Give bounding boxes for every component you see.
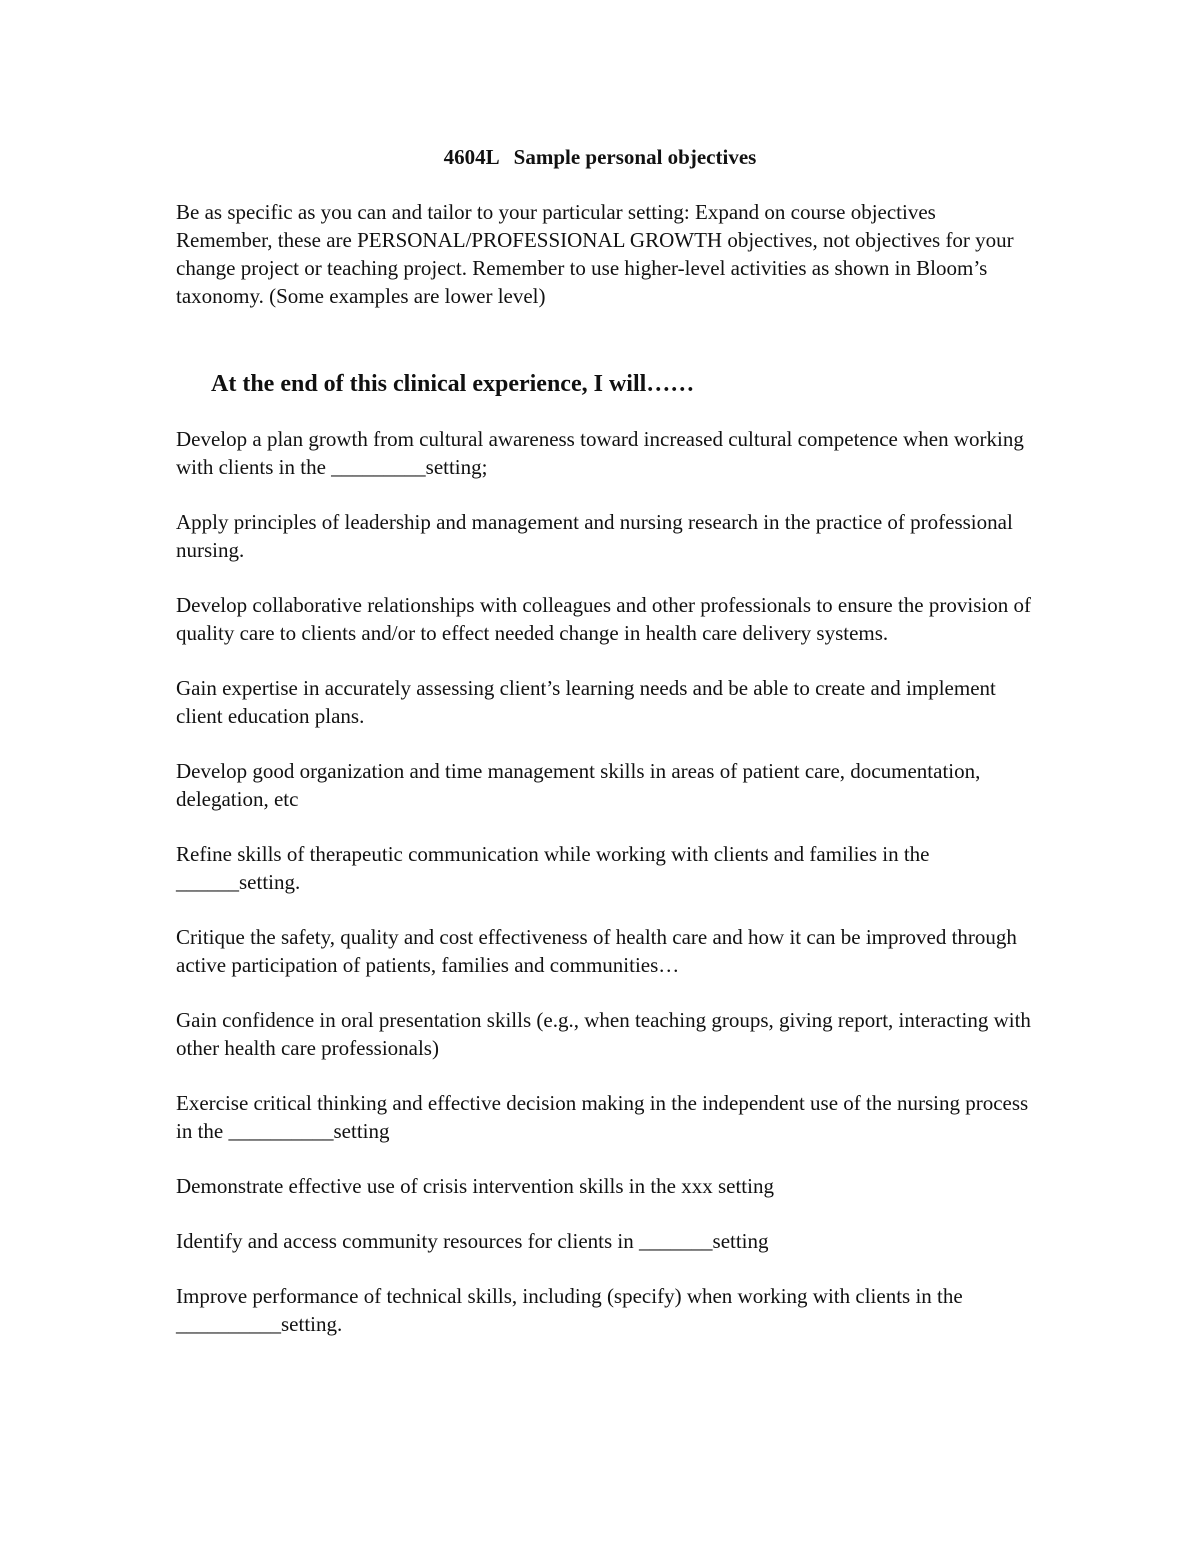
objective-item: Demonstrate effective use of crisis intervention skills in the xxx setting xyxy=(176,1174,774,1198)
objective-item: Exercise critical thinking and effective decision making in the independent use of the nursing process in the __________setting xyxy=(176,1091,1029,1143)
intro-paragraph: Be as specific as you can and tailor to your particular setting: Expand on course objectives xyxy=(176,200,936,224)
objective-item: Gain expertise in accurately assessing client’s learning needs and be able to create and implement client education plans. xyxy=(176,676,996,728)
document-title xyxy=(0,143,1200,171)
objective-item: Refine skills of therapeutic communication while working with clients and families in the ______setting. xyxy=(176,842,930,894)
course-code: 4604L xyxy=(443,145,500,169)
objective-item: Develop a plan growth from cultural awareness toward increased cultural competence when working with clients in the _________setting; xyxy=(176,427,1024,479)
objective-item: Improve performance of technical skills, including (specify) when working with clients in the __________setting. xyxy=(176,1284,963,1336)
intro-paragraph: Remember, these are PERSONAL/PROFESSIONAL GROWTH objectives, not objectives for your change project or teaching project. Remember to use higher-level activities as shown in Bloom’s taxonomy. (Some examples are lower level) xyxy=(176,228,1014,308)
section-heading: At the end of this clinical experience, I will…… xyxy=(211,371,695,397)
objective-item: Develop collaborative relationships with colleagues and other professionals to ensure the provision of quality care to clients and/or to effect needed change in health care delivery systems. xyxy=(176,593,1031,645)
objective-item: Identify and access community resources for clients in _______setting xyxy=(176,1229,769,1253)
objective-item: Critique the safety, quality and cost effectiveness of health care and how it can be improved through active participation of patients, families and communities… xyxy=(176,925,1017,977)
objective-item: Apply principles of leadership and management and nursing research in the practice of professional nursing. xyxy=(176,510,1013,562)
objective-item: Gain confidence in oral presentation skills (e.g., when teaching groups, giving report, interacting with other health care professionals) xyxy=(176,1008,1031,1060)
objective-item: Develop good organization and time management skills in areas of patient care, documentation, delegation, etc xyxy=(176,759,981,811)
objectives-list xyxy=(176,425,1036,1365)
title-text: Sample personal objectives xyxy=(513,145,757,169)
intro-block xyxy=(176,198,1036,310)
